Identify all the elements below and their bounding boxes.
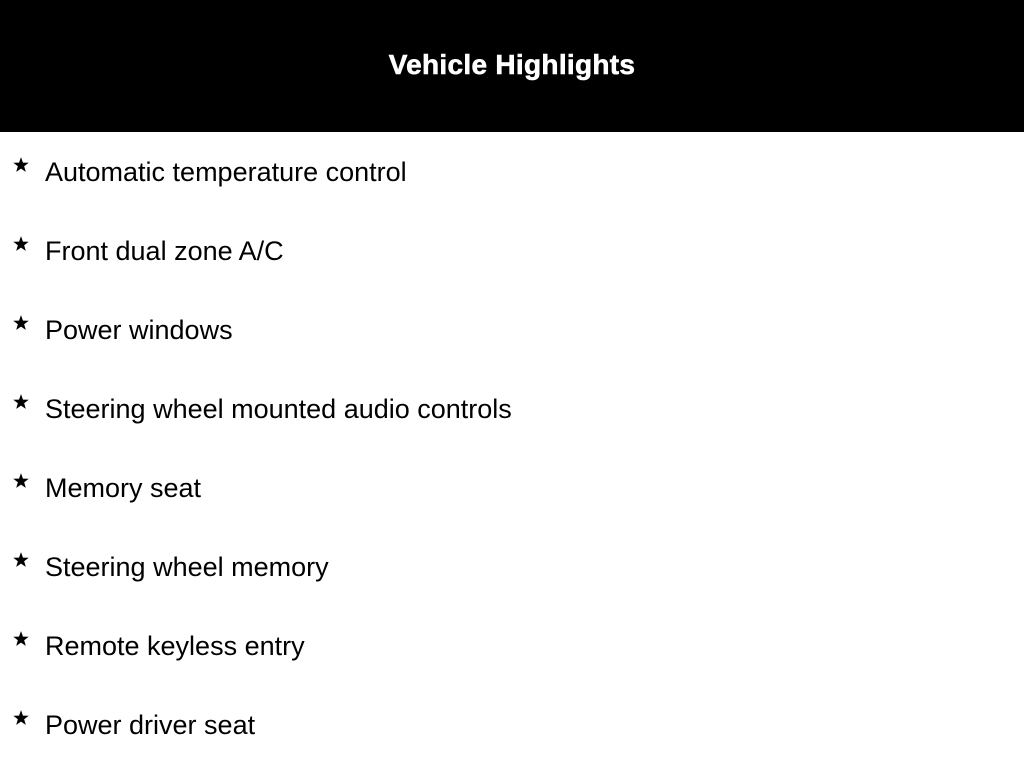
list-item — [0, 685, 1024, 764]
page-title: Vehicle Highlights — [388, 49, 636, 80]
highlight-label: Automatic temperature control — [45, 157, 407, 187]
highlight-label: Memory seat — [45, 473, 202, 503]
highlight-label: Power driver seat — [45, 710, 256, 740]
highlights-list — [0, 132, 1024, 764]
list-item — [0, 369, 1024, 448]
header-banner — [0, 0, 1024, 132]
star-icon — [11, 155, 31, 175]
star-icon — [11, 234, 31, 254]
highlight-label: Power windows — [45, 315, 233, 345]
list-item — [0, 527, 1024, 606]
list-item — [0, 606, 1024, 685]
star-icon — [11, 550, 31, 570]
star-icon — [11, 708, 31, 728]
list-item — [0, 132, 1024, 211]
list-item — [0, 448, 1024, 527]
highlight-label: Steering wheel mounted audio controls — [45, 394, 512, 424]
highlight-label: Front dual zone A/C — [45, 236, 284, 266]
highlight-label: Steering wheel memory — [45, 552, 329, 582]
star-icon — [11, 313, 31, 333]
star-icon — [11, 629, 31, 649]
list-item — [0, 211, 1024, 290]
highlight-label: Remote keyless entry — [45, 631, 305, 661]
list-item — [0, 290, 1024, 369]
star-icon — [11, 471, 31, 491]
star-icon — [11, 392, 31, 412]
